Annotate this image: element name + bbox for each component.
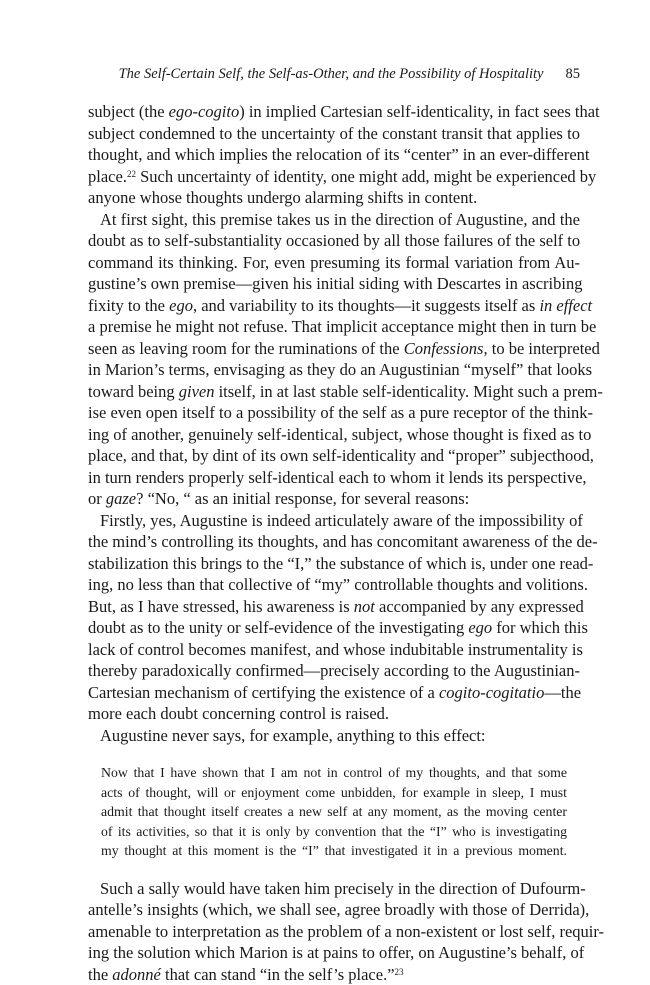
- emphasis: not: [353, 596, 375, 616]
- quote-line: admit that thought itself creates a new self at any moment, as the moving center: [101, 804, 567, 820]
- emphasis: given: [178, 381, 215, 401]
- text-line: Such a sally would have taken him precisely in the direction of Dufourm-: [100, 878, 586, 898]
- text-line: anyone whose thoughts undergo alarming shifts in content.: [88, 188, 478, 207]
- text-line: thought, and which implies the relocation of its “center” in an ever-different: [88, 145, 590, 164]
- text-line: gustine’s own premise—given his initial siding with Descartes in ascribing: [88, 274, 583, 293]
- paragraph-3: [88, 510, 598, 725]
- text-line: the adonné that can stand “in the self’s place.”$^{23}$: [88, 964, 404, 984]
- paragraph-1: [88, 101, 600, 209]
- block-quote: [101, 763, 567, 861]
- quote-line: of its activities, so that it is only by convention that the “I” who is investigating: [101, 823, 567, 839]
- book-title: Confessions,: [403, 338, 488, 358]
- emphasis: gaze: [105, 489, 137, 508]
- paragraph-2: [88, 209, 603, 510]
- emphasis: ego: [468, 618, 493, 637]
- text-line: ing the solution which Marion is at pains to offer, on Augustine’s behalf, of: [88, 943, 585, 963]
- text-line: amenable to interpretation as the problem of a non-existent or lost self, requir-: [88, 921, 605, 941]
- text-line: doubt as to self-substantiality occasioned by all those failures of the self to: [88, 231, 581, 250]
- text-line: subject condemned to the uncertainty of the constant transit that applies to: [88, 123, 580, 143]
- text-line: the mind’s controlling its thoughts, and has concomitant awareness of the de-: [88, 532, 598, 551]
- text-line: place.$^{22}$ Such uncertainty of identity, one might add, might be experienced by: [88, 166, 597, 186]
- text-line: command its thinking. For, even presuming its formal variation from Au-: [88, 252, 580, 272]
- text-line: Firstly, yes, Augustine is indeed articulately aware of the impossibility of: [100, 510, 583, 530]
- quote-line: Now that I have shown that I am not in control of my thoughts, and that some: [101, 765, 567, 780]
- text-line: a premise he might not refuse. That implicit acceptance might then in turn be: [88, 317, 597, 336]
- book-page: [88, 66, 605, 985]
- text-line: more each doubt concerning control is raised.: [88, 704, 390, 723]
- text-line: stabilization this brings to the “I,” the substance of which is, under one read-: [88, 553, 594, 573]
- text-line: At first sight, this premise takes us in the direction of Augustine, and the: [100, 209, 580, 229]
- quote-line: my thought at this moment is the “I” that investigated it in a previous moment.: [101, 843, 567, 859]
- emphasis: adonné: [112, 964, 161, 984]
- text-line: toward being given itself, in at last stable self-identicality. Might such a prem-: [88, 381, 603, 401]
- text-line: thereby paradoxically confirmed—precisely according to the Augustinian-: [88, 661, 580, 680]
- paragraph-4: [88, 725, 580, 747]
- text-line: ise even open itself to a possibility of the self as a pure receptor of the think-: [88, 403, 593, 422]
- text-line: or gaze? “No, “ as an initial response, for several reasons:: [88, 489, 470, 508]
- text-line: in turn renders properly self-identical each to whom it lends its perspective,: [88, 467, 587, 487]
- footnote-ref[interactable]: 23: [394, 966, 404, 977]
- text-line: antelle’s insights (which, we shall see, agree broadly with those of Derrida),: [88, 900, 590, 920]
- text-line: Cartesian mechanism of certifying the existence of a cogito-cogitatio—the: [88, 682, 582, 702]
- emphasis: ego-cogito: [168, 102, 240, 121]
- text-line: in Marion’s terms, envisaging as they do an Augustinian “myself” that looks: [88, 360, 593, 379]
- text-line: Augustine never says, for example, anything to this effect:: [100, 725, 486, 745]
- text-line: place, and that, by dint of its own self-identicality and “proper” subjecthood,: [88, 446, 594, 465]
- emphasis: cogito-cogitatio: [438, 682, 545, 702]
- text-line: ing of another, genuinely self-identical, subject, whose thought is fixed as to: [88, 424, 592, 444]
- paragraph-5: [88, 878, 605, 985]
- emphasis: ego: [169, 295, 193, 315]
- running-title: The Self-Certain Self, the Self-as-Other, and the Possibility of Hospitality: [118, 66, 544, 82]
- running-header: [88, 66, 580, 88]
- emphasis: in effect: [539, 295, 593, 315]
- footnote-ref[interactable]: 22: [126, 168, 136, 179]
- text-line: doubt as to the unity or self-evidence of the investigating ego for which this: [88, 618, 588, 637]
- text-line: seen as leaving room for the ruminations of the Confessions, to be interpreted: [88, 338, 600, 358]
- text-line: lack of control becomes manifest, and whose indubitable instrumentality is: [88, 639, 583, 659]
- page-number: 85: [565, 66, 580, 82]
- text-line: But, as I have stressed, his awareness is not accompanied by any expressed: [88, 596, 584, 616]
- text-line: fixity to the ego, and variability to its thoughts—it suggests itself as in effect: [88, 295, 593, 315]
- quote-line: acts of thought, will or enjoyment come unbidden, for example in sleep, I must: [101, 784, 567, 800]
- text-line: ing, no less than that collective of “my” controllable thoughts and volitions.: [88, 575, 588, 594]
- text-line: subject (the ego-cogito) in implied Cartesian self-identicality, in fact sees that: [88, 102, 600, 121]
